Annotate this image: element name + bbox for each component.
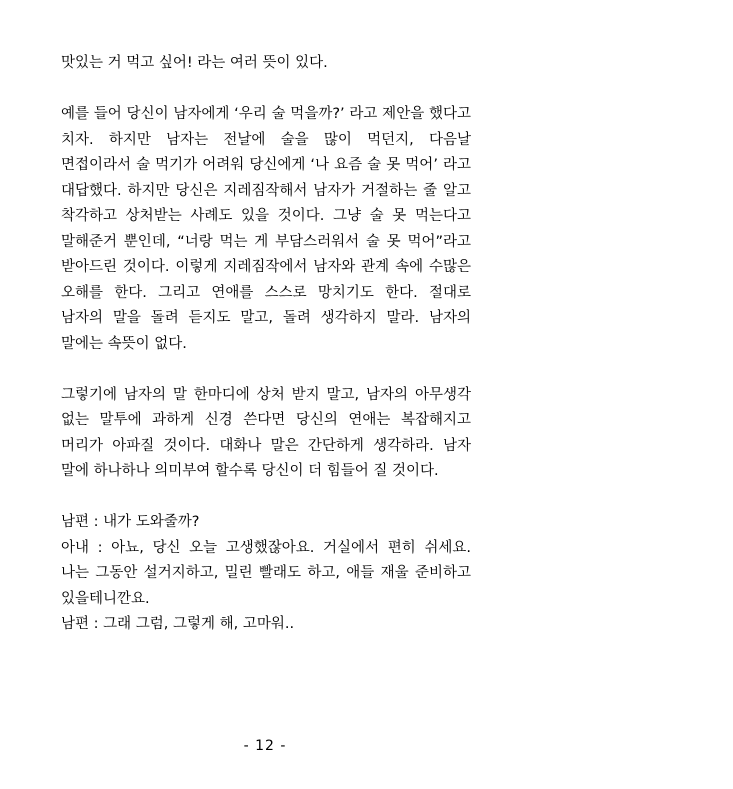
dialogue-line-husband-thanks: 남편 : 그래 그럼, 그렇게 해, 고마워..: [61, 616, 295, 632]
paragraph-example: 예를 들어 당신이 남자에게 ‘우리 술 먹을까?’ 라고 제안을 했다고 치자. 하지만 남자는 전날에 술을 많이 먹던지, 다음날 면접이라서 술 먹기가 어려워 당신에게 ‘나 요즘 술 못 먹어’ 라고 대답했다. 하지만 당신은 지레짐작해서 남자가 거절하는 줄 알고 착각하고 상처받는 사례도 있을 것이다. 그냥 술 못 먹는다고 말해준거 뿐인데, “너랑 먹는 게 부담스러워서 술 못 먹어”라고 받아드린 것이다. 이렇게 지레짐작에서 남자와 관계 속에 수많은 오해를 한다. 그리고 연애를 스스로 망치기도 한다. 절대로 남자의 말을 돌려 듣지도 말고, 돌려 생각하지 말라. 남자의 말에는 속뜻이 없다.: [61, 106, 471, 352]
dialogue-block: [61, 510, 471, 638]
page-number: - 12 -: [243, 738, 287, 754]
page-body: [61, 51, 471, 638]
paragraph-advice: 그렇기에 남자의 말 한마디에 상처 받지 말고, 남자의 아무생각 없는 말투에 과하게 신경 쓴다면 당신의 연애는 복잡해지고 머리가 아파질 것이다. 대화나 말은 간단하게 생각하라. 남자 말에 하나하나 의미부여 할수록 당신이 더 힘들어 질 것이다.: [61, 386, 471, 479]
dialogue-line-husband-offer: 남편 : 내가 도와줄까?: [61, 514, 200, 530]
dialogue-line-wife-reply: 아내 : 아뇨, 당신 오늘 고생했잖아요. 거실에서 편히 쉬세요. 나는 그동안 설거지하고, 밀린 빨래도 하고, 애들 재울 준비하고 있을테니깐요.: [61, 539, 471, 607]
paragraph-intro: 맛있는 거 먹고 싶어! 라는 여러 뜻이 있다.: [61, 55, 328, 71]
